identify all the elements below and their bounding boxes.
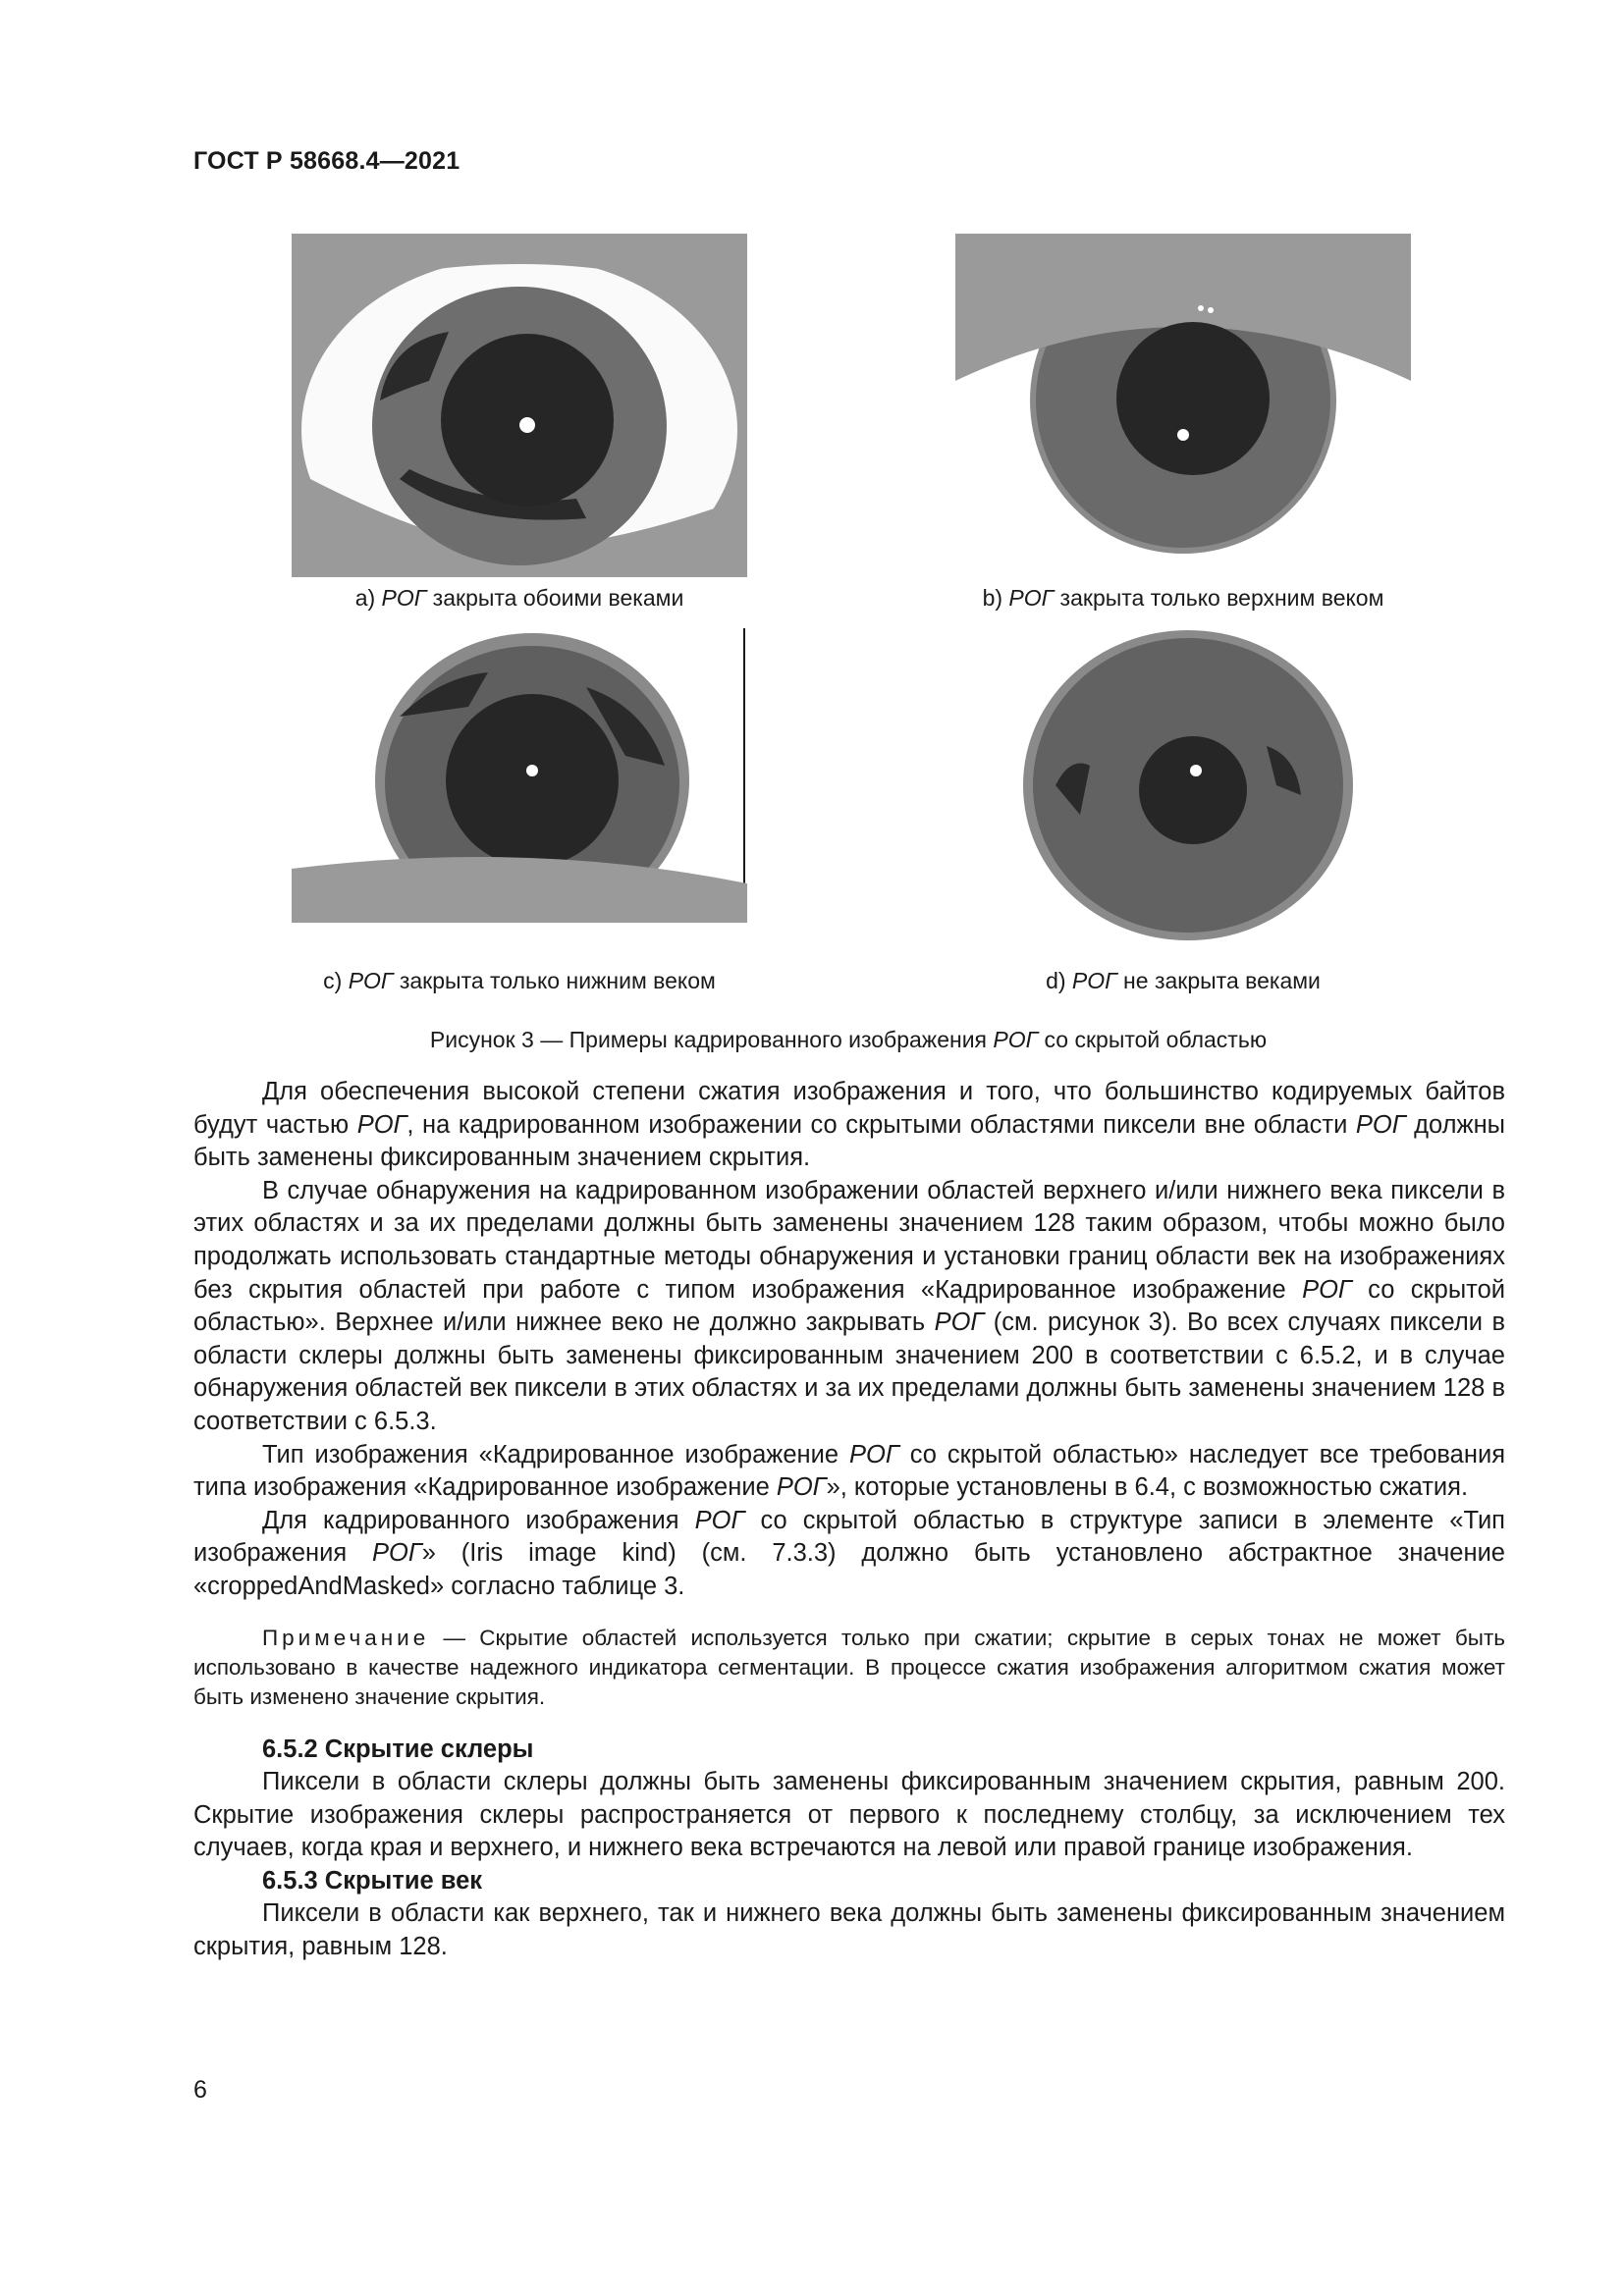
- note-label: Примечание: [262, 1625, 430, 1650]
- body-text: [193, 1076, 1505, 1964]
- section-6-5-3-text: Пиксели в области как верхнего, так и нижнего века должны быть заменены фиксированным значением скрытия, равным 128.: [193, 1899, 1505, 1961]
- figure-title: Рисунок 3 — Примеры кадрированного изображения РОГ со скрытой областью: [429, 1027, 1268, 1052]
- note-text: — Скрытие областей используется только при сжатии; скрытие в серых тонах не может быть использовано в качестве надежного индикатора сегментации. В процессе сжатия изображения алгоритмом сжатия может быть изменено значение скрытия.: [193, 1625, 1505, 1709]
- section-6-5-2-heading: 6.5.2 Скрытие склеры: [262, 1735, 534, 1763]
- paragraph-4: Для кадрированного изображения РОГ со скрытой областью в структуре записи в элементе «Тип изображения РОГ» (Iris image kind) (см. 7.3.3) должно быть установлено абстрактное значение «croppedAndMasked» согласно таблице 3.: [193, 1506, 1505, 1600]
- paragraph-1: Для обеспечения высокой степени сжатия изображения и того, что большинство кодируемых байтов будут частью РОГ, на кадрированном изображении со скрытыми областями пиксели вне области РОГ должны быть заменены фиксированным значением скрытия.: [193, 1078, 1506, 1172]
- figure-b-caption: b) РОГ закрыта только верхним веком: [982, 585, 1384, 611]
- figure-b-iris-upper-eyelid: [955, 234, 1411, 577]
- figure-c-caption: c) РОГ закрыта только нижним веком: [323, 968, 716, 993]
- paragraph-2: В случае обнаружения на кадрированном изображении областей верхнего и/или нижнего века пиксели в этих областях и за их пределами должны быть заменены значением 128 таким образом, чтобы можно было продолжать использовать стандартные методы обнаружения и установки границ области век на изображениях без скрытия областей при работе с типом изображения «Кадрированное изображение РОГ со скрытой областью». Верхнее и/или нижнее веко не должно закрывать РОГ (см. рисунок 3). Во всех случаях пиксели в области склеры должны быть заменены фиксированным значением 200 в соответствии с 6.5.2, и в случае обнаружения областей век пиксели в этих областях и за их пределами должны быть заменены значением 128 в соответствии с 6.5.3.: [193, 1176, 1506, 1435]
- figure-c-iris-lower-eyelid: [292, 628, 747, 923]
- figure-a-iris-both-eyelids: [292, 234, 747, 577]
- figure-a-caption: a) РОГ закрыта обоими веками: [354, 585, 684, 611]
- document-id: ГОСТ Р 58668.4—2021: [193, 147, 460, 175]
- page-number: 6: [193, 2076, 207, 2104]
- paragraph-3: Тип изображения «Кадрированное изображение РОГ со скрытой областью» наследует все требования типа изображения «Кадрированное изображение РОГ», которые установлены в 6.4, с возможностью сжатия.: [193, 1440, 1506, 1502]
- section-6-5-3-heading: 6.5.3 Скрытие век: [262, 1866, 483, 1895]
- section-6-5-2-text: Пиксели в области склеры должны быть заменены фиксированным значением скрытия, равным 200. Скрытие изображения склеры распространяется от первого к последнему столбцу, за исключением тех случаев, когда края и верхнего, и нижнего века встречаются на левой или правой границе изображения.: [193, 1768, 1505, 1862]
- figure-d-iris-unoccluded: [1021, 628, 1355, 942]
- figure-d-caption: d) РОГ не закрыта веками: [1046, 968, 1321, 993]
- note: [193, 1624, 1505, 1712]
